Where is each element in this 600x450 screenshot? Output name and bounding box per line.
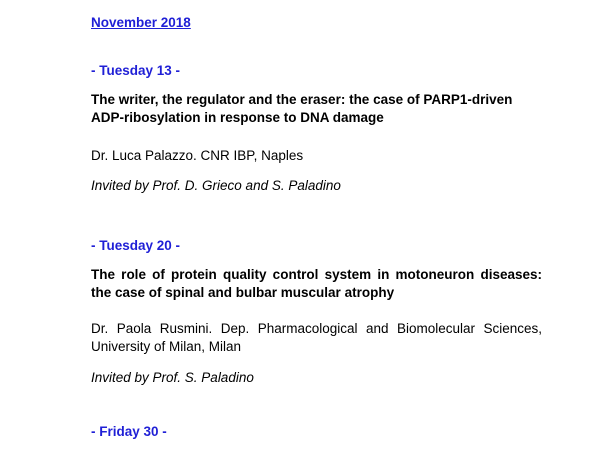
event-speaker-rusmini: Dr. Paola Rusmini. Dep. Pharmacological and Biomolecular Sciences, University of Milan, Milan xyxy=(91,321,542,354)
event-day-friday-30: - Friday 30 - xyxy=(91,424,167,439)
month-heading: November 2018 xyxy=(91,15,191,30)
event-title-protein-quality: The role of protein quality control system in motoneuron diseases: the case of spinal and bulbar muscular atrophy xyxy=(91,267,542,300)
event-invited-grieco-paladino: Invited by Prof. D. Grieco and S. Paladino xyxy=(91,178,341,193)
event-day-tuesday-13: - Tuesday 13 - xyxy=(91,63,181,78)
event-day-tuesday-20: - Tuesday 20 - xyxy=(91,238,181,253)
event-title-parp1: The writer, the regulator and the eraser: the case of PARP1-driven ADP-ribosylation in response to DNA damage xyxy=(91,92,513,125)
event-invited-paladino: Invited by Prof. S. Paladino xyxy=(91,370,254,385)
event-speaker-palazzo: Dr. Luca Palazzo. CNR IBP, Naples xyxy=(91,148,304,163)
